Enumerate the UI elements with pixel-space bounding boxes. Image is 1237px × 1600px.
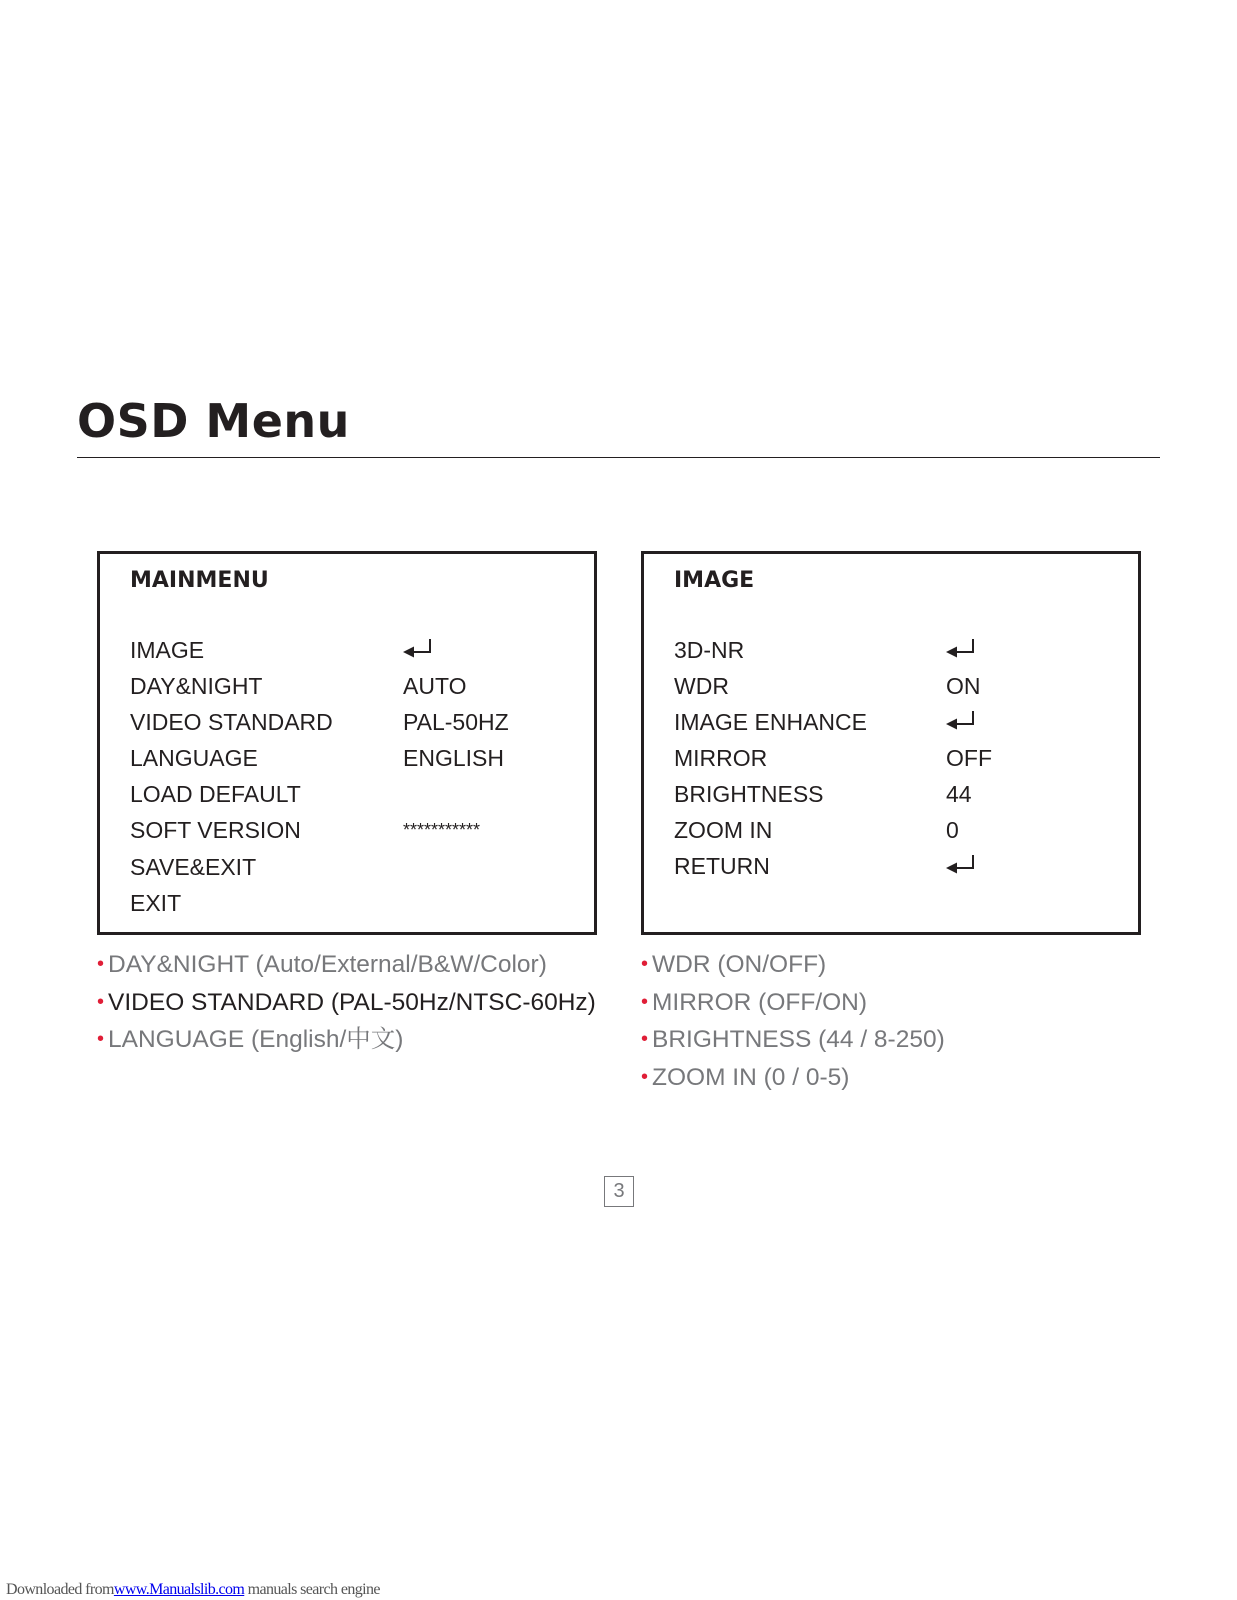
bullet-dot: •: [641, 990, 649, 1013]
menu-item-value: OFF: [946, 745, 992, 771]
image-menu-row-return: [674, 848, 1128, 884]
mainmenu-row-day-night: [130, 668, 584, 704]
page-number: 3: [604, 1176, 634, 1207]
menu-item-value: AUTO: [403, 673, 467, 699]
bullet-dot: •: [641, 1065, 649, 1088]
menu-item-label: 3D-NR: [674, 637, 745, 663]
menu-item-value: [946, 704, 976, 740]
mainmenu-row-load-default: [130, 776, 584, 812]
note-day-night: [97, 946, 596, 984]
menu-item-label: WDR: [674, 673, 729, 699]
footer-suffix: manuals search engine: [244, 1581, 380, 1598]
footer-prefix: Downloaded from: [6, 1581, 114, 1598]
bullet-dot: •: [641, 1028, 649, 1050]
manualslib-link[interactable]: www.Manualslib.com: [113, 1581, 245, 1598]
note-brightness: [641, 1021, 945, 1059]
menu-item-value: ENGLISH: [403, 745, 504, 771]
image-menu-row-mirror: [674, 740, 1128, 776]
menu-item-label: MIRROR: [674, 745, 768, 771]
note-video-standard: [97, 984, 596, 1022]
menu-item-label: ZOOM IN: [674, 817, 773, 843]
menu-item-label: IMAGE: [130, 637, 205, 663]
menu-item-label: LOAD DEFAULT: [130, 781, 301, 807]
menu-item-label: BRIGHTNESS: [674, 781, 824, 807]
mainmenu-panel: [97, 551, 597, 935]
menu-item-label: DAY&NIGHT: [130, 673, 263, 699]
bullet-dot: •: [97, 953, 105, 975]
image-menu-row-3d-nr: [674, 632, 1128, 668]
mainmenu-row-save-exit: [130, 849, 584, 885]
menu-item-label: VIDEO STANDARD: [130, 709, 333, 735]
note-text: DAY&NIGHT (Auto/External/B&W/Color): [108, 951, 547, 978]
note-text: BRIGHTNESS (44 / 8-250): [652, 1026, 945, 1053]
image-menu-heading: IMAGE: [674, 568, 755, 593]
menu-item-label: SOFT VERSION: [130, 817, 301, 843]
menu-item-value: 0: [946, 817, 959, 843]
menu-item-value: 44: [946, 781, 972, 807]
enter-arrow-icon: [946, 853, 976, 877]
mainmenu-row-soft-version: [130, 812, 584, 848]
mainmenu-heading: MAINMENU: [130, 568, 269, 593]
enter-arrow-icon: [946, 709, 976, 733]
image-menu-row-image-enhance: [674, 704, 1128, 740]
menu-item-value: ***********: [403, 820, 481, 840]
note-text: LANGUAGE (English/中文): [108, 1026, 404, 1053]
page-title: OSD Menu: [77, 394, 350, 448]
menu-item-value: [403, 632, 433, 668]
enter-arrow-icon: [403, 637, 433, 661]
menu-item-value: ON: [946, 673, 981, 699]
mainmenu-row-exit: [130, 885, 584, 921]
menu-item-value: [946, 632, 976, 668]
note-wdr: [641, 946, 945, 984]
menu-item-label: RETURN: [674, 853, 770, 879]
bullet-dot: •: [641, 953, 649, 975]
menu-item-value: [946, 848, 976, 884]
note-text: MIRROR (OFF/ON): [652, 988, 868, 1016]
image-menu-row-zoom-in: [674, 812, 1128, 848]
note-text: WDR (ON/OFF): [652, 951, 827, 978]
title-divider: [77, 457, 1160, 458]
note-text: VIDEO STANDARD (PAL-50Hz/NTSC-60Hz): [108, 988, 596, 1016]
download-footer: [6, 1581, 380, 1599]
mainmenu-row-language: [130, 740, 584, 776]
note-language: [97, 1021, 596, 1059]
image-menu-row-brightness: [674, 776, 1128, 812]
note-text: ZOOM IN (0 / 0-5): [652, 1063, 850, 1091]
menu-item-label: LANGUAGE: [130, 745, 258, 771]
menu-item-label: EXIT: [130, 890, 182, 916]
menu-item-label: SAVE&EXIT: [130, 854, 257, 880]
image-menu-panel: [641, 551, 1141, 935]
note-mirror: [641, 984, 945, 1022]
bullet-dot: •: [97, 1028, 105, 1050]
bullet-dot: •: [97, 990, 105, 1013]
menu-item-value: PAL-50HZ: [403, 709, 509, 735]
mainmenu-row-video-standard: [130, 704, 584, 740]
mainmenu-notes-list: [97, 946, 596, 1059]
note-zoom-in: [641, 1059, 945, 1097]
image-notes-list: [641, 946, 945, 1096]
menu-item-label: IMAGE ENHANCE: [674, 709, 867, 735]
enter-arrow-icon: [946, 637, 976, 661]
mainmenu-row-image: [130, 632, 584, 668]
image-menu-row-wdr: [674, 668, 1128, 704]
